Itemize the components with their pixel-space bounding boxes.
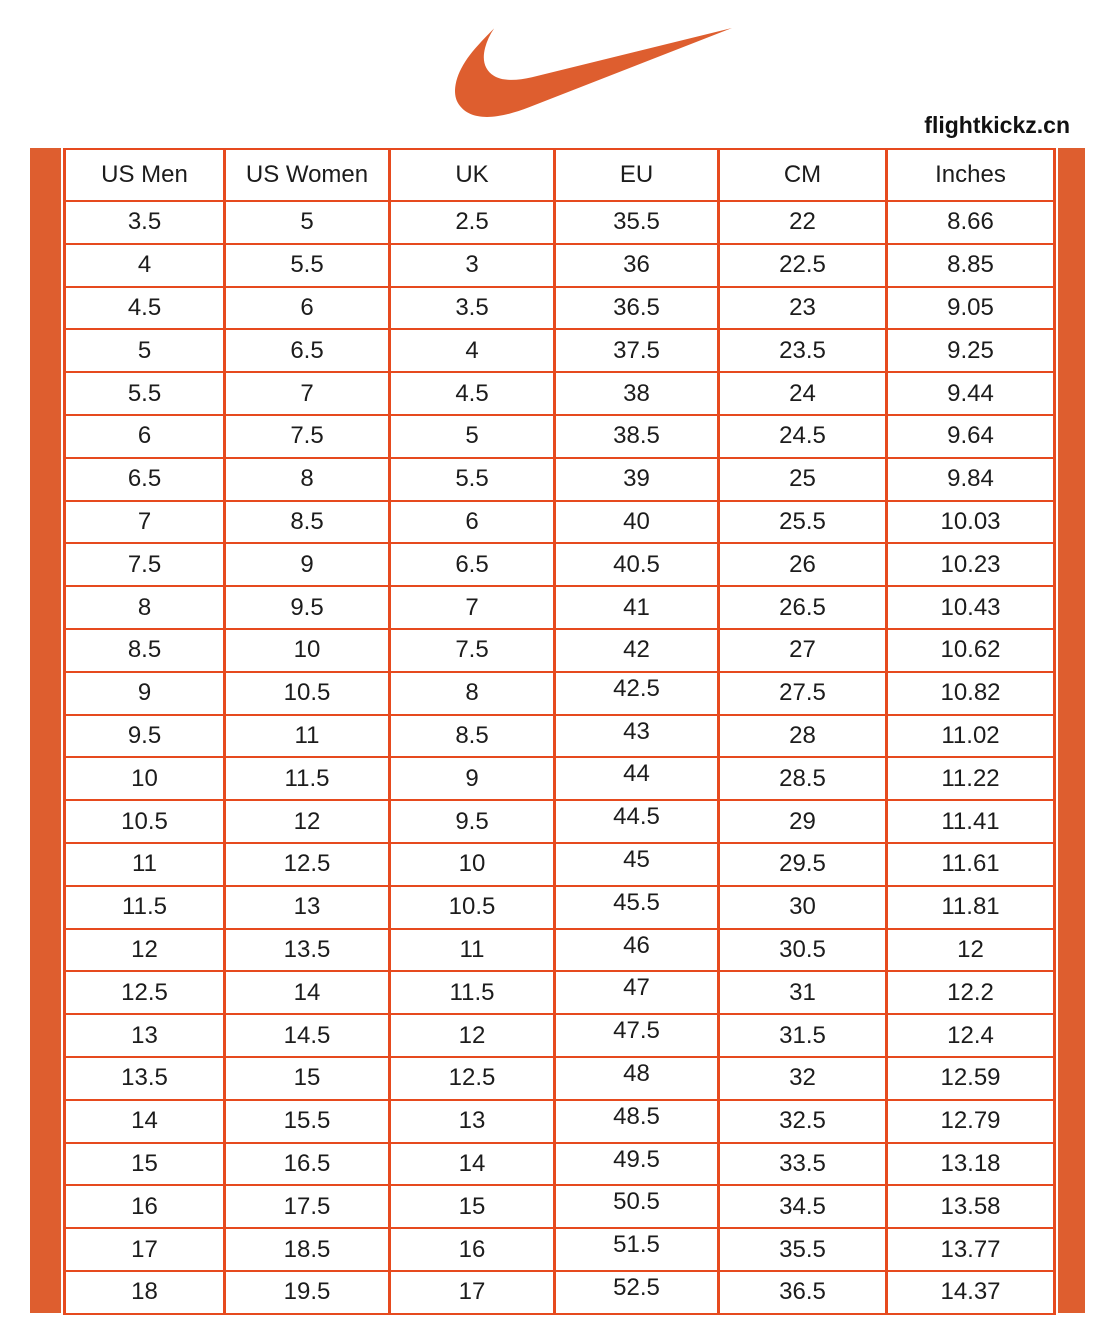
table-cell: 35.5	[555, 201, 719, 244]
table-cell: 38	[555, 372, 719, 415]
table-row	[65, 800, 1055, 843]
table-cell: 47.5	[555, 1014, 719, 1057]
table-cell: 14	[65, 1100, 225, 1143]
column-header: US Women	[225, 149, 390, 201]
table-cell: 12.2	[887, 971, 1055, 1014]
column-header: Inches	[887, 149, 1055, 201]
table-cell: 25.5	[719, 501, 887, 544]
table-cell: 9.25	[887, 329, 1055, 372]
table-cell: 13.5	[225, 929, 390, 972]
table-cell: 45	[555, 843, 719, 886]
table-cell: 3.5	[65, 201, 225, 244]
table-cell: 50.5	[555, 1185, 719, 1228]
table-cell: 7	[65, 501, 225, 544]
table-cell: 6	[390, 501, 555, 544]
column-header: CM	[719, 149, 887, 201]
table-cell: 44.5	[555, 800, 719, 843]
table-cell: 11.41	[887, 800, 1055, 843]
table-cell: 5.5	[225, 244, 390, 287]
table-cell: 38.5	[555, 415, 719, 458]
table-cell: 10.5	[390, 886, 555, 929]
table-cell: 36	[555, 244, 719, 287]
right-accent-bar	[1058, 148, 1085, 1313]
table-cell: 4	[390, 329, 555, 372]
table-cell: 9	[65, 672, 225, 715]
table-cell: 5	[390, 415, 555, 458]
table-cell: 9.5	[65, 715, 225, 758]
table-cell: 10	[225, 629, 390, 672]
table-cell: 10.82	[887, 672, 1055, 715]
table-cell: 13.77	[887, 1228, 1055, 1271]
table-cell: 8	[65, 586, 225, 629]
table-cell: 9.5	[390, 800, 555, 843]
table-cell: 17.5	[225, 1185, 390, 1228]
table-row	[65, 1228, 1055, 1271]
table-row	[65, 843, 1055, 886]
table-cell: 5	[225, 201, 390, 244]
table-cell: 10.03	[887, 501, 1055, 544]
table-cell: 15	[225, 1057, 390, 1100]
table-cell: 10.23	[887, 543, 1055, 586]
table-row	[65, 244, 1055, 287]
table-row	[65, 543, 1055, 586]
table-cell: 12	[225, 800, 390, 843]
table-cell: 4.5	[390, 372, 555, 415]
table-cell: 6	[225, 287, 390, 330]
table-cell: 13	[225, 886, 390, 929]
table-cell: 12.5	[390, 1057, 555, 1100]
table-cell: 12	[390, 1014, 555, 1057]
size-table-block	[30, 148, 1085, 1313]
table-cell: 11.5	[65, 886, 225, 929]
column-header: US Men	[65, 149, 225, 201]
nike-swoosh-icon	[455, 27, 732, 118]
table-cell: 36.5	[719, 1271, 887, 1314]
table-row	[65, 501, 1055, 544]
table-cell: 3	[390, 244, 555, 287]
table-cell: 40.5	[555, 543, 719, 586]
table-cell: 25	[719, 458, 887, 501]
table-cell: 28.5	[719, 757, 887, 800]
table-cell: 29	[719, 800, 887, 843]
table-cell: 5.5	[65, 372, 225, 415]
table-cell: 37.5	[555, 329, 719, 372]
table-cell: 18	[65, 1271, 225, 1314]
table-cell: 8.66	[887, 201, 1055, 244]
table-row	[65, 1143, 1055, 1186]
table-cell: 48.5	[555, 1100, 719, 1143]
table-cell: 9.84	[887, 458, 1055, 501]
table-cell: 7.5	[390, 629, 555, 672]
table-cell: 2.5	[390, 201, 555, 244]
table-cell: 11	[65, 843, 225, 886]
table-cell: 45.5	[555, 886, 719, 929]
table-cell: 6	[65, 415, 225, 458]
table-cell: 32.5	[719, 1100, 887, 1143]
table-row	[65, 329, 1055, 372]
table-row	[65, 929, 1055, 972]
table-row	[65, 757, 1055, 800]
table-cell: 11.61	[887, 843, 1055, 886]
table-cell: 13	[390, 1100, 555, 1143]
watermark-text: flightkickz.cn	[924, 112, 1070, 138]
table-cell: 8.5	[225, 501, 390, 544]
table-cell: 31.5	[719, 1014, 887, 1057]
table-cell: 40	[555, 501, 719, 544]
table-cell: 43	[555, 715, 719, 758]
left-accent-bar	[30, 148, 61, 1313]
table-cell: 11	[225, 715, 390, 758]
table-cell: 34.5	[719, 1185, 887, 1228]
table-cell: 23	[719, 287, 887, 330]
table-cell: 12	[887, 929, 1055, 972]
table-cell: 15	[65, 1143, 225, 1186]
table-row	[65, 1100, 1055, 1143]
table-cell: 6.5	[225, 329, 390, 372]
table-cell: 10	[390, 843, 555, 886]
table-cell: 7	[225, 372, 390, 415]
table-cell: 14	[390, 1143, 555, 1186]
table-row	[65, 287, 1055, 330]
table-cell: 41	[555, 586, 719, 629]
table-cell: 7.5	[225, 415, 390, 458]
table-row	[65, 715, 1055, 758]
table-cell: 12.4	[887, 1014, 1055, 1057]
table-cell: 12.5	[225, 843, 390, 886]
table-cell: 11.22	[887, 757, 1055, 800]
table-cell: 13.58	[887, 1185, 1055, 1228]
table-cell: 11.5	[390, 971, 555, 1014]
table-cell: 16.5	[225, 1143, 390, 1186]
table-cell: 7	[390, 586, 555, 629]
column-header: UK	[390, 149, 555, 201]
table-cell: 12.79	[887, 1100, 1055, 1143]
table-cell: 11.02	[887, 715, 1055, 758]
table-cell: 13.18	[887, 1143, 1055, 1186]
table-cell: 5	[65, 329, 225, 372]
column-header: EU	[555, 149, 719, 201]
table-cell: 13	[65, 1014, 225, 1057]
table-cell: 9.64	[887, 415, 1055, 458]
table-cell: 27.5	[719, 672, 887, 715]
table-cell: 11.81	[887, 886, 1055, 929]
table-cell: 24	[719, 372, 887, 415]
table-cell: 6.5	[390, 543, 555, 586]
table-cell: 16	[390, 1228, 555, 1271]
table-cell: 22.5	[719, 244, 887, 287]
table-cell: 28	[719, 715, 887, 758]
table-row	[65, 1014, 1055, 1057]
table-row	[65, 672, 1055, 715]
table-cell: 36.5	[555, 287, 719, 330]
table-cell: 14.37	[887, 1271, 1055, 1314]
table-row	[65, 1271, 1055, 1314]
table-cell: 24.5	[719, 415, 887, 458]
table-cell: 12.59	[887, 1057, 1055, 1100]
table-row	[65, 458, 1055, 501]
table-cell: 35.5	[719, 1228, 887, 1271]
table-cell: 32	[719, 1057, 887, 1100]
table-cell: 14.5	[225, 1014, 390, 1057]
table-row	[65, 201, 1055, 244]
table-cell: 47	[555, 971, 719, 1014]
table-cell: 23.5	[719, 329, 887, 372]
table-cell: 10.62	[887, 629, 1055, 672]
table-cell: 8.5	[65, 629, 225, 672]
table-cell: 9.5	[225, 586, 390, 629]
table-row	[65, 971, 1055, 1014]
table-cell: 11.5	[225, 757, 390, 800]
table-cell: 33.5	[719, 1143, 887, 1186]
table-cell: 9.05	[887, 287, 1055, 330]
table-cell: 42	[555, 629, 719, 672]
table-cell: 17	[390, 1271, 555, 1314]
table-cell: 46	[555, 929, 719, 972]
table-cell: 42.5	[555, 672, 719, 715]
table-cell: 7.5	[65, 543, 225, 586]
table-header-row	[65, 149, 1055, 201]
table-cell: 26	[719, 543, 887, 586]
table-cell: 12	[65, 929, 225, 972]
table-cell: 15.5	[225, 1100, 390, 1143]
table-cell: 16	[65, 1185, 225, 1228]
table-cell: 14	[225, 971, 390, 1014]
table-cell: 49.5	[555, 1143, 719, 1186]
table-cell: 15	[390, 1185, 555, 1228]
table-cell: 30.5	[719, 929, 887, 972]
table-cell: 22	[719, 201, 887, 244]
table-cell: 9	[225, 543, 390, 586]
table-cell: 6.5	[65, 458, 225, 501]
table-cell: 4	[65, 244, 225, 287]
table-cell: 19.5	[225, 1271, 390, 1314]
table-row	[65, 629, 1055, 672]
table-cell: 10.5	[225, 672, 390, 715]
table-cell: 10.43	[887, 586, 1055, 629]
table-row	[65, 415, 1055, 458]
table-cell: 8.5	[390, 715, 555, 758]
table-cell: 10.5	[65, 800, 225, 843]
table-cell: 30	[719, 886, 887, 929]
table-cell: 12.5	[65, 971, 225, 1014]
table-cell: 44	[555, 757, 719, 800]
table-cell: 4.5	[65, 287, 225, 330]
table-cell: 13.5	[65, 1057, 225, 1100]
table-row	[65, 586, 1055, 629]
table-row	[65, 886, 1055, 929]
table-cell: 51.5	[555, 1228, 719, 1271]
table-cell: 9	[390, 757, 555, 800]
table-cell: 8.85	[887, 244, 1055, 287]
table-cell: 18.5	[225, 1228, 390, 1271]
size-conversion-table	[63, 148, 1056, 1315]
table-cell: 17	[65, 1228, 225, 1271]
table-cell: 39	[555, 458, 719, 501]
table-cell: 3.5	[390, 287, 555, 330]
table-cell: 11	[390, 929, 555, 972]
table-cell: 5.5	[390, 458, 555, 501]
table-cell: 9.44	[887, 372, 1055, 415]
table-cell: 26.5	[719, 586, 887, 629]
table-cell: 52.5	[555, 1271, 719, 1314]
table-cell: 10	[65, 757, 225, 800]
table-cell: 31	[719, 971, 887, 1014]
table-row	[65, 372, 1055, 415]
table-cell: 27	[719, 629, 887, 672]
table-cell: 48	[555, 1057, 719, 1100]
table-row	[65, 1185, 1055, 1228]
table-cell: 8	[225, 458, 390, 501]
table-row	[65, 1057, 1055, 1100]
table-cell: 29.5	[719, 843, 887, 886]
table-cell: 8	[390, 672, 555, 715]
table-body	[65, 201, 1055, 1314]
